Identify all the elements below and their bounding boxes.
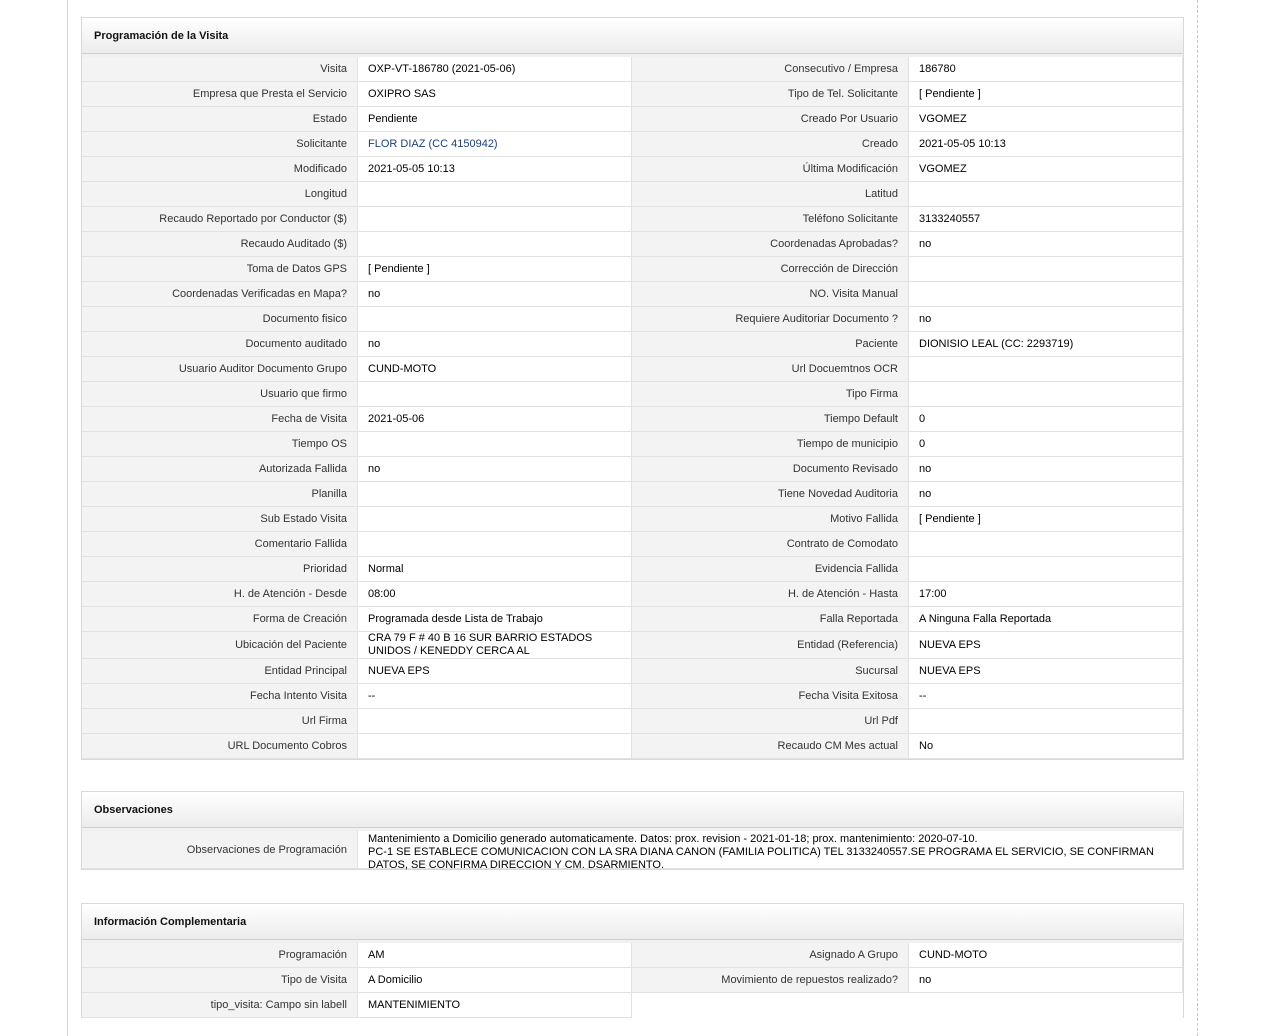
programacion-label-right: Falla Reportada	[632, 607, 908, 632]
complementaria-value-left: A Domicilio	[357, 968, 632, 993]
programacion-label-right: Fecha Visita Exitosa	[632, 684, 908, 709]
programacion-label-right: Entidad (Referencia)	[632, 632, 908, 659]
programacion-label-right: Tiempo Default	[632, 407, 908, 432]
programacion-label-left: Usuario Auditor Documento Grupo	[82, 357, 357, 382]
programacion-label-left: Documento fisico	[82, 307, 357, 332]
programacion-value-left: Pendiente	[357, 107, 632, 132]
programacion-value-left	[357, 432, 632, 457]
programacion-label-left: Tiempo OS	[82, 432, 357, 457]
programacion-value-right: [ Pendiente ]	[908, 507, 1183, 532]
programacion-value-right: no	[908, 232, 1183, 257]
programacion-label-left: Toma de Datos GPS	[82, 257, 357, 282]
complementaria-panel	[81, 903, 1184, 1018]
programacion-value-left: no	[357, 457, 632, 482]
programacion-value-right: --	[908, 684, 1183, 709]
programacion-label-left: Empresa que Presta el Servicio	[82, 82, 357, 107]
programacion-label-right: Tiene Novedad Auditoria	[632, 482, 908, 507]
complementaria-label-left: tipo_visita: Campo sin labell	[82, 993, 357, 1018]
programacion-value-right: 3133240557	[908, 207, 1183, 232]
programacion-label-right: Tipo Firma	[632, 382, 908, 407]
programacion-value-left: 08:00	[357, 582, 632, 607]
programacion-label-left: Fecha de Visita	[82, 407, 357, 432]
programacion-label-right: Sucursal	[632, 659, 908, 684]
programacion-value-right: VGOMEZ	[908, 107, 1183, 132]
complementaria-label-right: Movimiento de repuestos realizado?	[632, 968, 908, 993]
programacion-label-right: Creado	[632, 132, 908, 157]
programacion-label-right: Url Pdf	[632, 709, 908, 734]
complementaria-label-left: Programación	[82, 943, 357, 968]
programacion-value-right	[908, 257, 1183, 282]
programacion-value-right: A Ninguna Falla Reportada	[908, 607, 1183, 632]
complementaria-value-left: AM	[357, 943, 632, 968]
programacion-label-left: Recaudo Reportado por Conductor ($)	[82, 207, 357, 232]
programacion-label-right: Última Modificación	[632, 157, 908, 182]
programacion-value-right: 0	[908, 432, 1183, 457]
programacion-value-left: 2021-05-05 10:13	[357, 157, 632, 182]
programacion-panel	[81, 17, 1184, 760]
programacion-label-right: Recaudo CM Mes actual	[632, 734, 908, 759]
programacion-label-left: Documento auditado	[82, 332, 357, 357]
programacion-label-left: Estado	[82, 107, 357, 132]
programacion-value-left: FLOR DIAZ (CC 4150942)	[357, 132, 632, 157]
programacion-label-right: Teléfono Solicitante	[632, 207, 908, 232]
programacion-value-left: no	[357, 282, 632, 307]
programacion-value-left: Programada desde Lista de Trabajo	[357, 607, 632, 632]
programacion-value-left: 2021-05-06	[357, 407, 632, 432]
programacion-label-right: Documento Revisado	[632, 457, 908, 482]
complementaria-value-right: CUND-MOTO	[908, 943, 1183, 968]
programacion-value-right	[908, 357, 1183, 382]
programacion-label-left: Ubicación del Paciente	[82, 632, 357, 659]
programacion-value-left: OXIPRO SAS	[357, 82, 632, 107]
programacion-label-left: Usuario que firmo	[82, 382, 357, 407]
programacion-label-left: Prioridad	[82, 557, 357, 582]
programacion-value-right	[908, 557, 1183, 582]
programacion-label-right: Consecutivo / Empresa	[632, 57, 908, 82]
programacion-value-right: no	[908, 307, 1183, 332]
programacion-value-right: 2021-05-05 10:13	[908, 132, 1183, 157]
complementaria-value-right	[908, 993, 1183, 1018]
programacion-value-right: DIONISIO LEAL (CC: 2293719)	[908, 332, 1183, 357]
programacion-label-right: Motivo Fallida	[632, 507, 908, 532]
observaciones-grid	[82, 831, 1183, 869]
programacion-value-left: [ Pendiente ]	[357, 257, 632, 282]
programacion-label-left: Url Firma	[82, 709, 357, 734]
programacion-value-right: VGOMEZ	[908, 157, 1183, 182]
programacion-label-right: Url Docuemtnos OCR	[632, 357, 908, 382]
programacion-label-left: Longitud	[82, 182, 357, 207]
complementaria-title: Información Complementaria	[82, 904, 1183, 940]
programacion-label-left: Recaudo Auditado ($)	[82, 232, 357, 257]
programacion-value-right	[908, 709, 1183, 734]
programacion-label-left: Autorizada Fallida	[82, 457, 357, 482]
programacion-label-left: Forma de Creación	[82, 607, 357, 632]
programacion-value-left	[357, 307, 632, 332]
observaciones-title: Observaciones	[82, 792, 1183, 828]
programacion-value-left: NUEVA EPS	[357, 659, 632, 684]
programacion-label-right: Evidencia Fallida	[632, 557, 908, 582]
programacion-label-left: Solicitante	[82, 132, 357, 157]
programacion-value-left: Normal	[357, 557, 632, 582]
programacion-value-right: 0	[908, 407, 1183, 432]
programacion-label-left: Entidad Principal	[82, 659, 357, 684]
programacion-label-left: Modificado	[82, 157, 357, 182]
programacion-value-left: --	[357, 684, 632, 709]
programacion-value-left	[357, 182, 632, 207]
programacion-label-left: URL Documento Cobros	[82, 734, 357, 759]
programacion-label-right: Paciente	[632, 332, 908, 357]
programacion-label-right: NO. Visita Manual	[632, 282, 908, 307]
observaciones-value	[357, 831, 1183, 869]
observaciones-panel	[81, 791, 1184, 870]
programacion-label-left: H. de Atención - Desde	[82, 582, 357, 607]
complementaria-label-right	[632, 993, 908, 1018]
complementaria-label-right: Asignado A Grupo	[632, 943, 908, 968]
programacion-value-left	[357, 382, 632, 407]
programacion-label-right: Creado Por Usuario	[632, 107, 908, 132]
programacion-value-left: OXP-VT-186780 (2021-05-06)	[357, 57, 632, 82]
observaciones-line-1: Mantenimiento a Domicilio generado automaticamente. Datos: prox. revision - 2021-01-18; prox. mantenimiento: 2020-07-10.	[368, 833, 978, 845]
programacion-label-left: Sub Estado Visita	[82, 507, 357, 532]
programacion-value-left	[357, 532, 632, 557]
complementaria-label-left: Tipo de Visita	[82, 968, 357, 993]
programacion-value-left	[357, 507, 632, 532]
programacion-value-right: NUEVA EPS	[908, 632, 1183, 659]
programacion-label-right: Coordenadas Aprobadas?	[632, 232, 908, 257]
programacion-value-right: 186780	[908, 57, 1183, 82]
programacion-label-right: Contrato de Comodato	[632, 532, 908, 557]
programacion-label-right: Corrección de Dirección	[632, 257, 908, 282]
programacion-value-right: NUEVA EPS	[908, 659, 1183, 684]
programacion-title: Programación de la Visita	[82, 18, 1183, 54]
programacion-value-right	[908, 382, 1183, 407]
programacion-label-right: Tipo de Tel. Solicitante	[632, 82, 908, 107]
programacion-value-left	[357, 734, 632, 759]
programacion-value-right	[908, 182, 1183, 207]
programacion-value-right: no	[908, 482, 1183, 507]
programacion-label-right: Tiempo de municipio	[632, 432, 908, 457]
programacion-label-left: Visita	[82, 57, 357, 82]
observaciones-line-2: PC-1 SE ESTABLECE COMUNICACION CON LA SRA DIANA CANON (FAMILIA POLITICA) TEL 3133240557.SE PROGRAMA EL SERVICIO, SE CONFIRMAN DATOS, SE CONFIRMA DIRECCION Y CM. DSARMIENTO.	[368, 846, 1154, 871]
programacion-label-left: Comentario Fallida	[82, 532, 357, 557]
programacion-label-right: Requiere Auditoriar Documento ?	[632, 307, 908, 332]
programacion-label-left: Fecha Intento Visita	[82, 684, 357, 709]
programacion-grid	[82, 57, 1183, 759]
programacion-value-right	[908, 532, 1183, 557]
programacion-value-left	[357, 482, 632, 507]
programacion-value-right: No	[908, 734, 1183, 759]
complementaria-value-right: no	[908, 968, 1183, 993]
programacion-value-right: 17:00	[908, 582, 1183, 607]
complementaria-value-left: MANTENIMIENTO	[357, 993, 632, 1018]
programacion-value-right	[908, 282, 1183, 307]
left-border	[67, 0, 68, 1036]
programacion-value-right: no	[908, 457, 1183, 482]
programacion-value-left	[357, 207, 632, 232]
programacion-value-left: no	[357, 332, 632, 357]
programacion-label-right: Latitud	[632, 182, 908, 207]
programacion-value-right: [ Pendiente ]	[908, 82, 1183, 107]
programacion-value-left: CRA 79 F # 40 B 16 SUR BARRIO ESTADOS UNIDOS / KENEDDY CERCA AL	[357, 632, 632, 659]
programacion-value-left	[357, 709, 632, 734]
programacion-label-left: Coordenadas Verificadas en Mapa?	[82, 282, 357, 307]
programacion-label-right: H. de Atención - Hasta	[632, 582, 908, 607]
programacion-value-left	[357, 232, 632, 257]
right-border	[1197, 0, 1198, 1036]
complementaria-grid	[82, 943, 1183, 1018]
programacion-label-left: Planilla	[82, 482, 357, 507]
programacion-value-left: CUND-MOTO	[357, 357, 632, 382]
observaciones-label: Observaciones de Programación	[82, 831, 357, 869]
